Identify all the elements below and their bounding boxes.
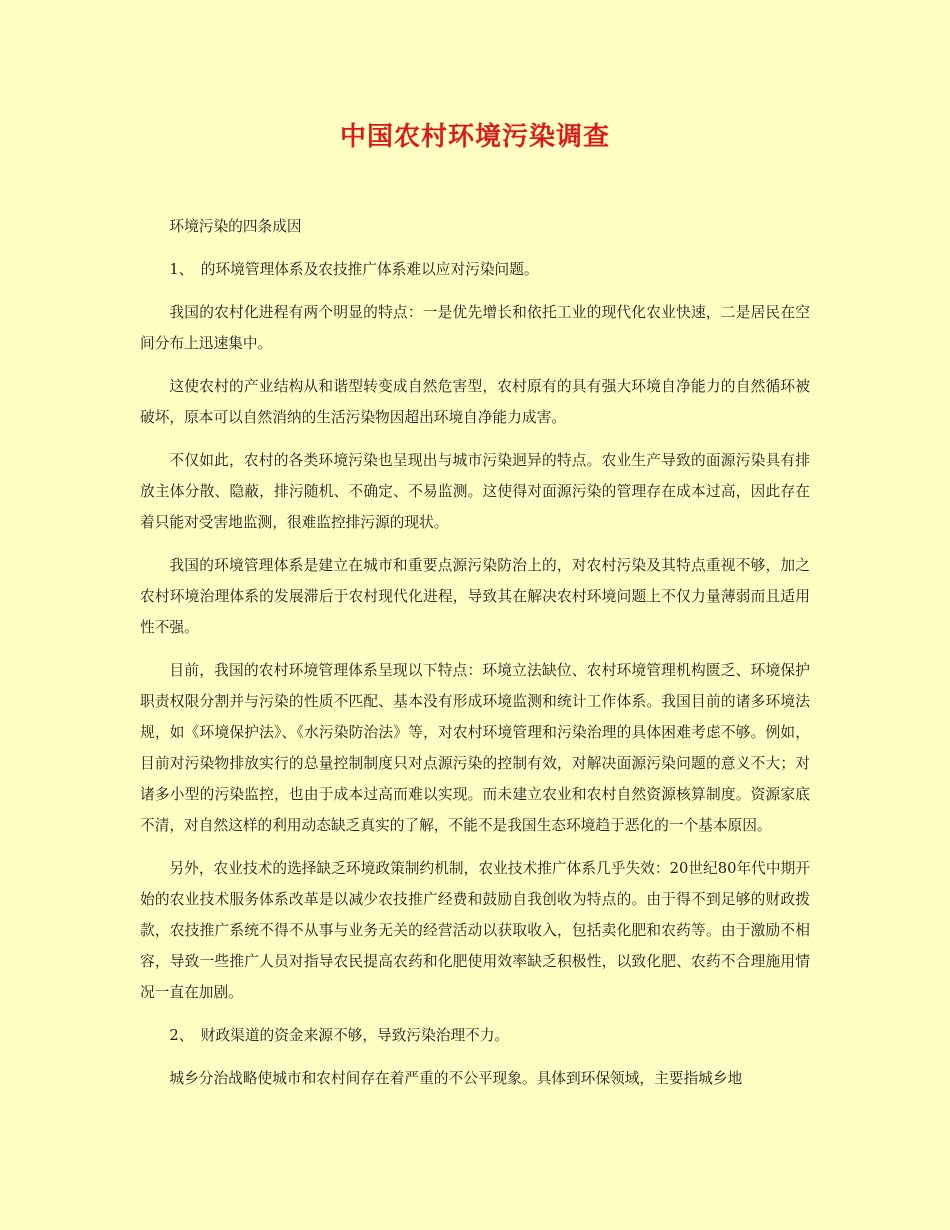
paragraph: 我国的环境管理体系是建立在城市和重要点源污染防治上的，对农村污染及其特点重视不够，加之农村环境治理体系的发展滞后于农村现代化进程，导致其在解决农村环境问题上不仅力量薄弱而且适用性不强。: [140, 557, 810, 636]
paragraph: 另外，农业技术的选择缺乏环境政策制约机制，农业技术推广体系几乎失效：20世纪80年代中期开始的农业技术服务体系改革是以减少农技推广经费和鼓励自我创收为特点的。由于得不到足够的财政拨款，农技推广系统不得不从事与业务无关的经营活动以获取收入，包括卖化肥和农药等。由于激励不相容，导致一些推广人员对指导农民提高农药和化肥使用效率缺乏积极性，以致化肥、农药不合理施用情况一直在加剧。: [140, 860, 810, 1001]
paragraph: 我国的农村化进程有两个明显的特点：一是优先增长和依托工业的现代化农业快速，二是居民在空间分布上迅速集中。: [140, 304, 810, 352]
numbered-point: 2、 财政渠道的资金来源不够，导致污染治理不力。: [169, 1027, 510, 1044]
numbered-point: 1、 的环境管理体系及农技推广体系难以应对污染问题。: [169, 261, 539, 278]
paragraph: 城乡分治战略使城市和农村间存在着严重的不公平现象。具体到环保领域，主要指城乡地: [169, 1070, 743, 1087]
document-title: 中国农村环境污染调查: [339, 122, 610, 152]
document-body: [140, 211, 810, 1094]
paragraph: 这使农村的产业结构从和谐型转变成自然危害型，农村原有的具有强大环境自净能力的自然循环被破坏，原本可以自然消纳的生活污染物因超出环境自净能力成害。: [140, 378, 810, 426]
section-heading: 环境污染的四条成因: [169, 218, 302, 235]
paragraph: 不仅如此，农村的各类环境污染也呈现出与城市污染迥异的特点。农业生产导致的面源污染具有排放主体分散、隐蔽，排污随机、不确定、不易监测。这使得对面源污染的管理存在成本过高，因此存在着只能对受害地监测，很难监控排污源的现状。: [140, 452, 810, 531]
paragraph: 目前，我国的农村环境管理体系呈现以下特点：环境立法缺位、农村环境管理机构匮乏、环境保护职责权限分割并与污染的性质不匹配、基本没有形成环境监测和统计工作体系。我国目前的诸多环境法规，如《环境保护法》、《水污染防治法》等，对农村环境管理和污染治理的具体困难考虑不够。例如，目前对污染物排放实行的总量控制制度只对点源污染的控制有效，对解决面源污染问题的意义不大；对诸多小型的污染监控，也由于成本过高而难以实现。而未建立农业和农村自然资源核算制度。资源家底不清，对自然这样的利用动态缺乏真实的了解，不能不是我国生态环境趋于恶化的一个基本原因。: [140, 662, 810, 834]
